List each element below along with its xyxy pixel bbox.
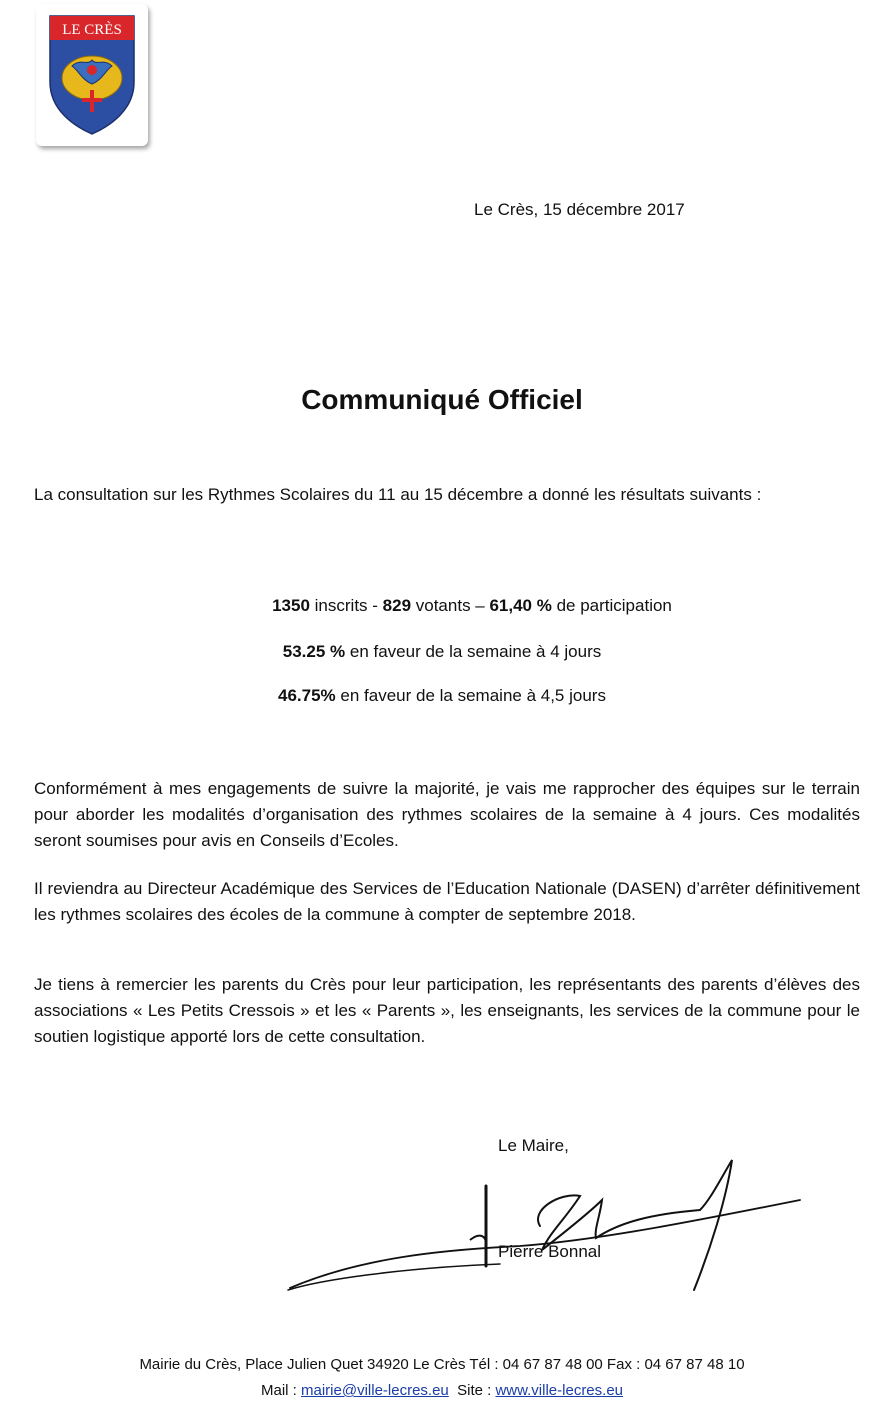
results-4-days <box>0 642 884 662</box>
mail-link[interactable]: mairie@ville-lecres.eu <box>301 1382 449 1399</box>
mail-label: Mail : <box>260 1382 301 1399</box>
footer-address: Mairie du Crès, Place Julien Quet 34920 Le Crès Tél : 04 67 87 48 00 Fax : 04 67 87 48 10 <box>139 1356 745 1373</box>
votants-value: 829 <box>382 596 412 615</box>
votants-label: votants – <box>411 596 490 615</box>
result-4-5-days-label: en faveur de la semaine à 4,5 jours <box>335 686 606 705</box>
letter-date: Le Crès, 15 décembre 2017 <box>474 200 685 219</box>
page-title: Communiqué Officiel <box>301 384 583 415</box>
body-paragraph-3: Je tiens à remercier les parents du Crès pour leur participation, les représentants des parents d’élèves des associations « Les Petits Cressois » et les « Parents », les enseignants, les services de la commune pour le soutien logistique apporté lors de cette consultation. <box>34 975 860 1046</box>
handwritten-signature <box>280 1140 820 1300</box>
result-4-days-value: 53.25 % <box>282 642 346 661</box>
results-participation <box>30 596 884 616</box>
participation-value: 61,40 % <box>489 596 552 615</box>
site-label: Site : <box>448 1382 496 1399</box>
body-paragraph-2: Il reviendra au Directeur Académique des Services de l’Education Nationale (DASEN) d’arrêter définitivement les rythmes scolaires des écoles de la commune à compter de septembre 2018. <box>34 879 860 924</box>
signature-title: Le Maire, <box>498 1136 569 1155</box>
signatory-name: Pierre Bonnal <box>498 1242 602 1261</box>
city-logo <box>36 4 148 146</box>
inscrits-label: inscrits - <box>309 596 383 615</box>
logo-text: LE CRÈS <box>62 22 122 38</box>
intro-paragraph: La consultation sur les Rythmes Scolaires du 11 au 15 décembre a donné les résultats suivants : <box>34 485 762 504</box>
participation-label: de participation <box>551 596 672 615</box>
site-link[interactable]: www.ville-lecres.eu <box>495 1382 624 1399</box>
coat-of-arms-icon <box>48 14 136 136</box>
results-4-5-days <box>0 686 884 706</box>
footer-contact <box>0 1378 884 1404</box>
result-4-5-days-value: 46.75% <box>278 686 336 705</box>
inscrits-value: 1350 <box>272 596 310 615</box>
body-paragraph-1: Conformément à mes engagements de suivre la majorité, je vais me rapprocher des équipes sur le terrain pour aborder les modalités d’organisation des rythmes scolaires de la semaine à 4 jours. Ces modalités seront soumises pour avis en Conseils d’Ecoles. <box>34 779 860 850</box>
result-4-days-label: en faveur de la semaine à 4 jours <box>345 642 602 661</box>
